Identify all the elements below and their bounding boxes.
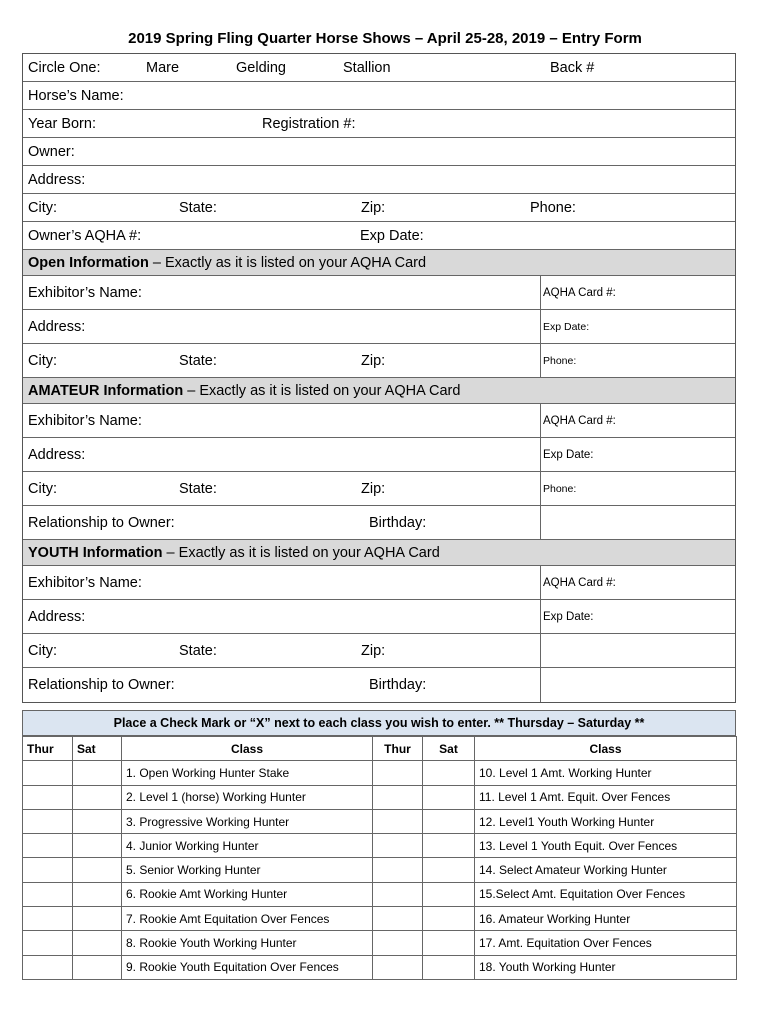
horse-name-row[interactable] [23,82,735,110]
sat-checkbox[interactable] [423,882,475,906]
thur-checkbox[interactable] [373,858,423,882]
amateur-phone-label: Phone: [543,482,577,495]
exp-date-label: Exp Date: [360,227,424,244]
table-row [23,882,737,906]
class-header: Class [122,737,373,761]
class-instructions: Place a Check Mark or “X” next to each class you wish to enter. ** Thursday – Saturday ** [22,710,736,736]
class-name: 5. Senior Working Hunter [122,858,373,882]
thur-checkbox[interactable] [23,907,73,931]
sat-checkbox[interactable] [73,809,122,833]
thur-checkbox[interactable] [23,858,73,882]
thur-checkbox[interactable] [23,955,73,979]
owner-label: Owner: [28,143,75,160]
youth-address-row[interactable] [23,600,735,634]
thur-checkbox[interactable] [23,761,73,785]
class-name: 6. Rookie Amt Working Hunter [122,882,373,906]
youth-city-label: City: [28,642,57,659]
amateur-exhibitor-row[interactable] [23,404,735,438]
thur-checkbox[interactable] [23,931,73,955]
amateur-info-header [23,378,735,404]
gelding-option[interactable]: Gelding [236,59,286,76]
class-table-header [23,737,737,761]
open-address-row[interactable] [23,310,735,344]
open-city-row[interactable] [23,344,735,378]
thur-checkbox[interactable] [373,931,423,955]
youth-exhibitor-label: Exhibitor’s Name: [28,574,142,591]
amateur-city-label: City: [28,480,57,497]
amateur-aqha-card-label: AQHA Card #: [543,414,616,427]
class-name: 7. Rookie Amt Equitation Over Fences [122,907,373,931]
table-row [23,761,737,785]
open-exp-date-label: Exp Date: [543,320,590,333]
thur-header: Thur [23,737,73,761]
sat-checkbox[interactable] [73,882,122,906]
youth-header-title: YOUTH Information [28,544,163,561]
sat-checkbox[interactable] [423,785,475,809]
owner-row[interactable] [23,138,735,166]
open-state-label: State: [179,352,217,369]
youth-relationship-label: Relationship to Owner: [28,677,175,693]
open-city-label: City: [28,352,57,369]
youth-exhibitor-row[interactable] [23,566,735,600]
sat-checkbox[interactable] [423,834,475,858]
circle-one-row [23,54,735,82]
year-born-label: Year Born: [28,115,96,132]
youth-exp-date-label: Exp Date: [543,610,594,623]
open-header-title: Open Information [28,254,149,271]
youth-address-label: Address: [28,608,86,625]
horse-name-label: Horse’s Name: [28,87,124,104]
table-row [23,955,737,979]
sat-header: Sat [423,737,475,761]
amateur-relationship-label: Relationship to Owner: [28,514,175,531]
circle-one-label: Circle One: [28,59,101,76]
table-row [23,809,737,833]
thur-checkbox[interactable] [373,761,423,785]
amateur-address-label: Address: [28,446,86,463]
sat-checkbox[interactable] [423,858,475,882]
sat-checkbox[interactable] [73,858,122,882]
open-address-label: Address: [28,318,86,335]
class-name: 12. Level1 Youth Working Hunter [475,809,737,833]
class-name: 14. Select Amateur Working Hunter [475,858,737,882]
sat-checkbox[interactable] [73,761,122,785]
youth-relationship-row[interactable] [23,668,735,702]
mare-option[interactable]: Mare [146,59,180,76]
sat-checkbox[interactable] [73,834,122,858]
amateur-zip-label: Zip: [361,480,386,497]
stallion-option[interactable]: Stallion [343,59,391,76]
amateur-exhibitor-label: Exhibitor’s Name: [28,412,142,429]
youth-info-header [23,540,735,566]
address-row[interactable] [23,166,735,194]
amateur-relationship-row[interactable] [23,506,735,540]
amateur-address-row[interactable] [23,438,735,472]
form-title: 2019 Spring Fling Quarter Horse Shows – April 25-28, 2019 – Entry Form [128,30,642,47]
class-name: 11. Level 1 Amt. Equit. Over Fences [475,785,737,809]
registration-label: Registration #: [262,115,356,132]
thur-checkbox[interactable] [373,809,423,833]
class-name: 8. Rookie Youth Working Hunter [122,931,373,955]
year-born-row[interactable] [23,110,735,138]
table-row [23,785,737,809]
sat-checkbox[interactable] [423,907,475,931]
amateur-header-title: AMATEUR Information [28,382,184,399]
phone-label: Phone: [530,199,576,216]
sat-checkbox[interactable] [423,931,475,955]
sat-checkbox[interactable] [423,809,475,833]
open-zip-label: Zip: [361,352,386,369]
sat-checkbox[interactable] [73,907,122,931]
address-label: Address: [28,171,86,188]
youth-city-row[interactable] [23,634,735,668]
class-name: 2. Level 1 (horse) Working Hunter [122,785,373,809]
table-row [23,834,737,858]
sat-checkbox[interactable] [73,955,122,979]
class-name: 15.Select Amt. Equitation Over Fences [475,882,737,906]
thur-header: Thur [373,737,423,761]
thur-checkbox[interactable] [373,955,423,979]
class-name: 17. Amt. Equitation Over Fences [475,931,737,955]
class-name: 4. Junior Working Hunter [122,834,373,858]
state-label: State: [179,199,217,216]
amateur-city-row[interactable] [23,472,735,506]
open-header-note: – Exactly as it is listed on your AQHA Card [148,254,427,271]
sat-checkbox[interactable] [423,761,475,785]
open-exhibitor-row[interactable] [23,276,735,310]
open-aqha-card-label: AQHA Card #: [543,286,616,299]
class-table [22,736,737,980]
youth-zip-label: Zip: [361,642,386,659]
sat-checkbox[interactable] [73,931,122,955]
thur-checkbox[interactable] [373,834,423,858]
sat-checkbox[interactable] [423,955,475,979]
zip-label: Zip: [361,199,386,216]
class-name: 18. Youth Working Hunter [475,955,737,979]
class-name: 13. Level 1 Youth Equit. Over Fences [475,834,737,858]
youth-aqha-card-label: AQHA Card #: [543,576,616,589]
entry-form [22,53,736,703]
thur-checkbox[interactable] [23,809,73,833]
open-phone-label: Phone: [543,354,577,367]
table-row [23,907,737,931]
class-name: 9. Rookie Youth Equitation Over Fences [122,955,373,979]
sat-header: Sat [73,737,122,761]
class-name: 16. Amateur Working Hunter [475,907,737,931]
class-name: 10. Level 1 Amt. Working Hunter [475,761,737,785]
open-info-header [23,250,735,276]
class-header: Class [475,737,737,761]
table-row [23,858,737,882]
youth-state-label: State: [179,642,217,659]
thur-checkbox[interactable] [373,907,423,931]
amateur-header-note: – Exactly as it is listed on your AQHA Card [183,382,461,399]
city-row[interactable] [23,194,735,222]
amateur-state-label: State: [179,480,217,497]
youth-header-note: – Exactly as it is listed on your AQHA Card [162,544,440,561]
owner-aqha-row[interactable] [23,222,735,250]
thur-checkbox[interactable] [23,882,73,906]
owner-aqha-label: Owner’s AQHA #: [28,227,142,244]
open-exhibitor-label: Exhibitor’s Name: [28,284,142,301]
class-name: 1. Open Working Hunter Stake [122,761,373,785]
thur-checkbox[interactable] [23,834,73,858]
back-number-label: Back # [550,59,595,76]
city-label: City: [28,199,57,216]
thur-checkbox[interactable] [373,785,423,809]
table-row [23,931,737,955]
thur-checkbox[interactable] [23,785,73,809]
class-name: 3. Progressive Working Hunter [122,809,373,833]
sat-checkbox[interactable] [73,785,122,809]
amateur-birthday-label: Birthday: [369,514,427,531]
thur-checkbox[interactable] [373,882,423,906]
youth-birthday-label: Birthday: [369,677,427,693]
amateur-exp-date-label: Exp Date: [543,448,594,461]
